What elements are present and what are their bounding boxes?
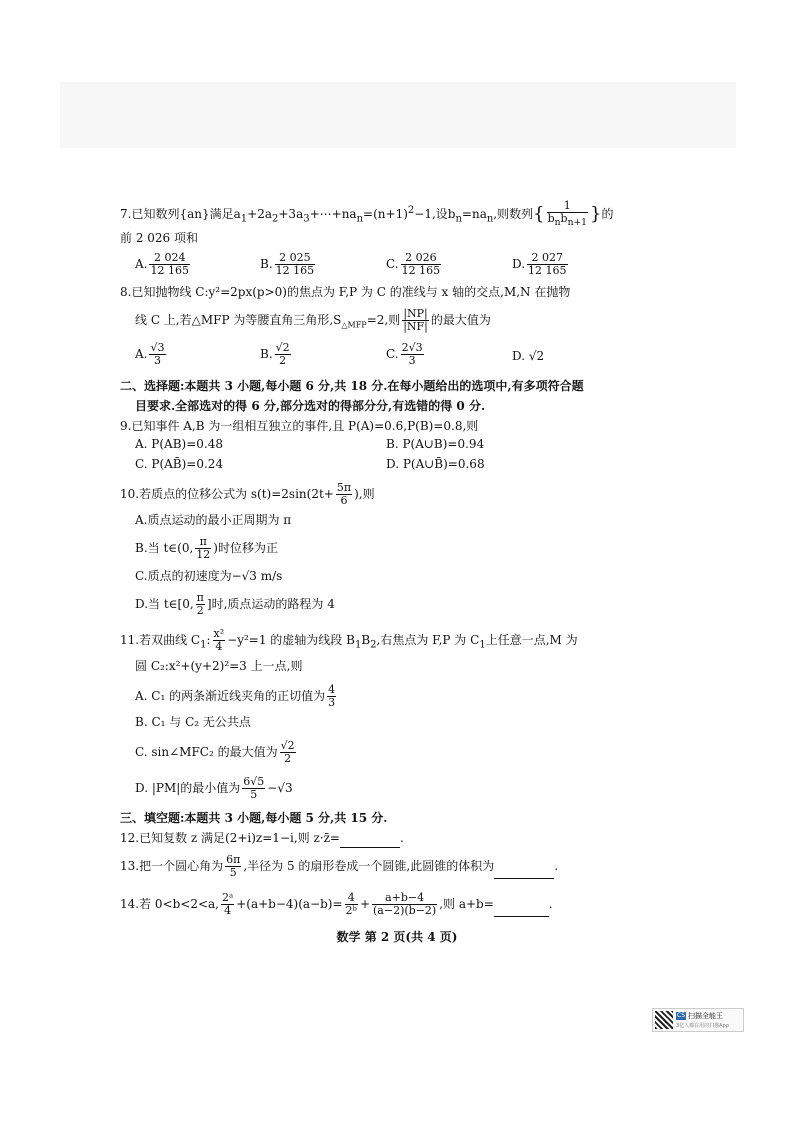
q9-option-a: A. P(AB)=0.48 [135,437,223,451]
q13-answer-blank[interactable] [494,866,554,879]
scanner-watermark [652,1008,744,1032]
q8-option-d: D. √2 [512,349,545,363]
q12-stem: 12.已知复数 z 满足(2+i)z=1−i,则 z·z̄= . [120,828,404,848]
q7-option-a: A. $\frac{2 024}{12 165}$ [135,251,189,277]
q10-stem: 10.若质点的位移公式为 s(t)=2sin(2t+ $\frac{5\pi}{6}$ ),则 [120,481,375,507]
q14-stem: 14.若 0<b<2<a, $\frac{\text{2ᵃ}}{4}$ +(a+b−4)(a−b)= $\frac{4}{\text{2ᵇ}}$ + $\frac{a+b-4}{(a-2)(b-2)}$ ,则 a+b= . [120,891,553,917]
q11-option-c: C. sin∠MFC₂ 的最大值为 $\frac{√2}{2}$ [135,739,295,765]
q10-option-b: B.当 t∈(0, $\frac{\pi}{12}$ )时位移为正 [135,535,278,561]
q8-option-c: C. $\frac{2√3}{3}$ [386,341,423,367]
q8-option-a: A. $\frac{√3}{3}$ [135,341,165,367]
q7-stem: 7.已知数列{an}满足$a_1+2a_2+3a_3+\cdots+na_n=(n+1)^2-1$,设$b_n=na_n$,则数列{ $\frac{1}{b_nb_{n+1}}$ }的 [120,199,614,229]
q7-line2: 前 2 026 项和 [120,231,198,245]
cs-badge: CS [677,1012,685,1019]
page-footer: 数学 第 2 页(共 4 页) [336,930,458,944]
qr-code-icon [655,1011,673,1029]
q10-option-d: D.当 t∈[0, $\frac{\pi}{2}$ ]时,质点运动的路程为 4 [135,591,335,617]
q8-stem: 8.已知抛物线 C:y²=2px(p>0)的焦点为 F,P 为 C 的准线与 x 轴的交点,M,N 在抛物 [120,285,571,299]
q9-option-c: C. P(AB̄)=0.24 [135,457,224,471]
section-3-title: 三、填空题:本题共 3 小题,每小题 5 分,共 15 分. [120,811,388,825]
q8-line2: 线 C 上,若△MFP 为等腰直角三角形$,S_{\triangle MFP}=2$,则 $\frac{|NP|}{|NF|}$ 的最大值为 [135,307,491,333]
q11-stem: 11.若双曲线 $C_1$: $\frac{\text{x²}}{4}$ −y²=1 的虚轴为线段 $B_1B_2$,右焦点为 F,P 为 $C_1$上任意一点,M 为 [120,627,578,653]
q11-line2: 圆 C₂:x²+(y+2)²=3 上一点,则 [135,659,303,673]
q11-option-d: D. |PM|的最小值为 $\frac{6√5}{5}$ −√3 [135,775,293,801]
q7-option-d: D. $\frac{2 027}{12 165}$ [512,251,567,277]
q10-option-a: A.质点运动的最小正周期为 π [135,513,292,527]
q7-fraction: $\frac{1}{b_nb_{n+1}}$ [547,199,587,229]
q7-option-b: B. $\frac{2 025}{12 165}$ [260,251,315,277]
q10-option-c: C.质点的初速度为−√3 m/s [135,569,283,583]
q13-stem: 13.把一个圆心角为 $\frac{6\pi}{5}$ ,半径为 5 的扇形卷成一个圆锥,此圆锥的体积为 . [120,853,559,879]
q14-answer-blank[interactable] [494,904,549,917]
section-2-title: 二、选择题:本题共 3 小题,每小题 6 分,共 18 分.在每小题给出的选项中,有多项符合题 [120,379,584,393]
header-band [60,82,736,148]
q9-option-b: B. P(A∪B)=0.94 [386,437,485,451]
q9-stem: 9.已知事件 A,B 为一组相互独立的事件,且 P(A)=0.6,P(B)=0.8,则 [120,419,479,433]
watermark-title: 扫描全能王 [688,1012,723,1020]
q7-option-c: C. $\frac{2 026}{12 165}$ [386,251,441,277]
section-2-note: 目要求.全部选对的得 6 分,部分选对的得部分分,有选错的得 0 分. [135,399,486,413]
q9-option-d: D. P(A∪B̄)=0.68 [386,457,485,471]
q11-option-a: A. C₁ 的两条渐近线夹角的正切值为 $\frac{4}{3}$ [135,683,336,709]
q11-option-b: B. C₁ 与 C₂ 无公共点 [135,715,251,729]
watermark-subtitle: 3亿人都在用的扫描App [676,1023,729,1029]
q12-answer-blank[interactable] [340,835,400,848]
q8-option-b: B. $\frac{√2}{2}$ [260,341,290,367]
